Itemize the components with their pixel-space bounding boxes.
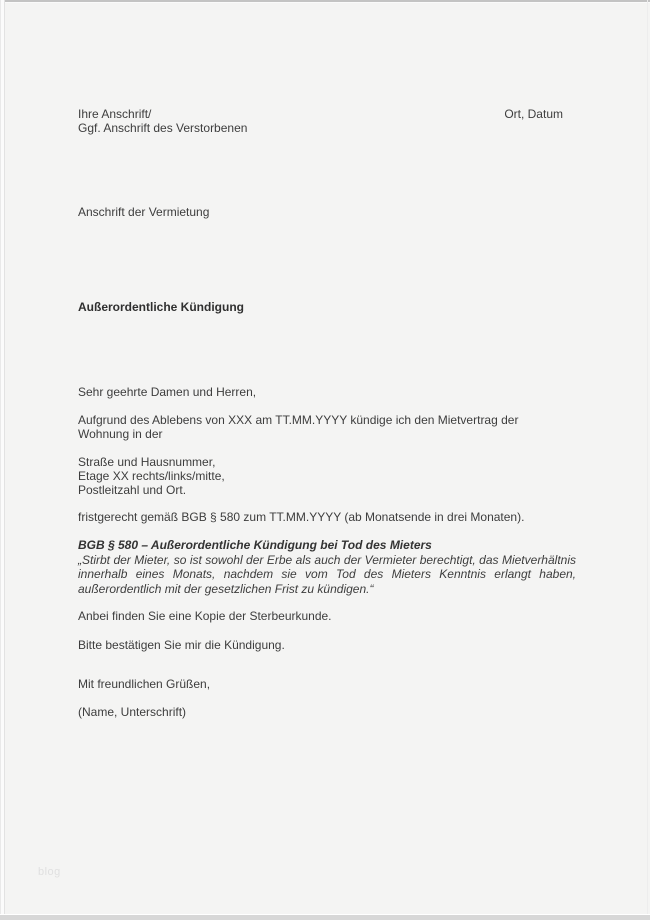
page-bottom-edge bbox=[0, 914, 650, 920]
letter-body bbox=[78, 0, 576, 719]
sender-address-line-2: Ggf. Anschrift des Verstorbenen bbox=[78, 121, 248, 135]
watermark-text: blog bbox=[38, 866, 61, 878]
property-address-block bbox=[78, 455, 576, 497]
salutation: Sehr geehrte Damen und Herren, bbox=[78, 385, 257, 399]
closing-formula: Mit freundlichen Grüßen, bbox=[78, 677, 211, 691]
law-reference-quote: „Stirbt der Mieter, so ist sowohl der Erbe als auch der Vermieter berechtigt, das Mietverhältnis innerhalb eines Monats, nachdem sie vom Tod des Mieters Kenntnis erlangt haben, außerordentlich mit der gesetzlichen Frist zu kündigen.“ bbox=[78, 552, 576, 596]
property-address-line-3: Postleitzahl und Ort. bbox=[78, 483, 187, 497]
intro-line-1: Aufgrund des Ablebens von XXX am TT.MM.YYYY kündige ich den Mietvertrag der bbox=[78, 413, 519, 427]
page-right-edge bbox=[647, 0, 648, 920]
law-reference-block bbox=[78, 538, 576, 596]
recipient-address: Anschrift der Vermietung bbox=[78, 205, 210, 219]
sender-address-line-1: Ihre Anschrift/ bbox=[78, 107, 152, 121]
letter-header bbox=[78, 107, 576, 135]
property-address-line-1: Straße und Hausnummer, bbox=[78, 455, 216, 469]
place-date-placeholder: Ort, Datum bbox=[504, 107, 563, 121]
notice-terms-paragraph: fristgerecht gemäß BGB § 580 zum TT.MM.YYYY (ab Monatsende in drei Monaten). bbox=[78, 510, 525, 524]
property-address-line-2: Etage XX rechts/links/mitte, bbox=[78, 469, 225, 483]
law-reference-heading: BGB § 580 – Außerordentliche Kündigung bei Tod des Mieters bbox=[78, 538, 432, 552]
confirmation-request: Bitte bestätigen Sie mir die Kündigung. bbox=[78, 638, 285, 652]
signature-placeholder: (Name, Unterschrift) bbox=[78, 705, 187, 719]
intro-paragraph bbox=[78, 413, 576, 441]
enclosure-note: Anbei finden Sie eine Kopie der Sterbeurkunde. bbox=[78, 609, 332, 623]
subject-line: Außerordentliche Kündigung bbox=[78, 300, 244, 314]
intro-line-2: Wohnung in der bbox=[78, 427, 163, 441]
sender-address-block bbox=[78, 107, 247, 135]
page-left-edge-line bbox=[4, 0, 5, 920]
